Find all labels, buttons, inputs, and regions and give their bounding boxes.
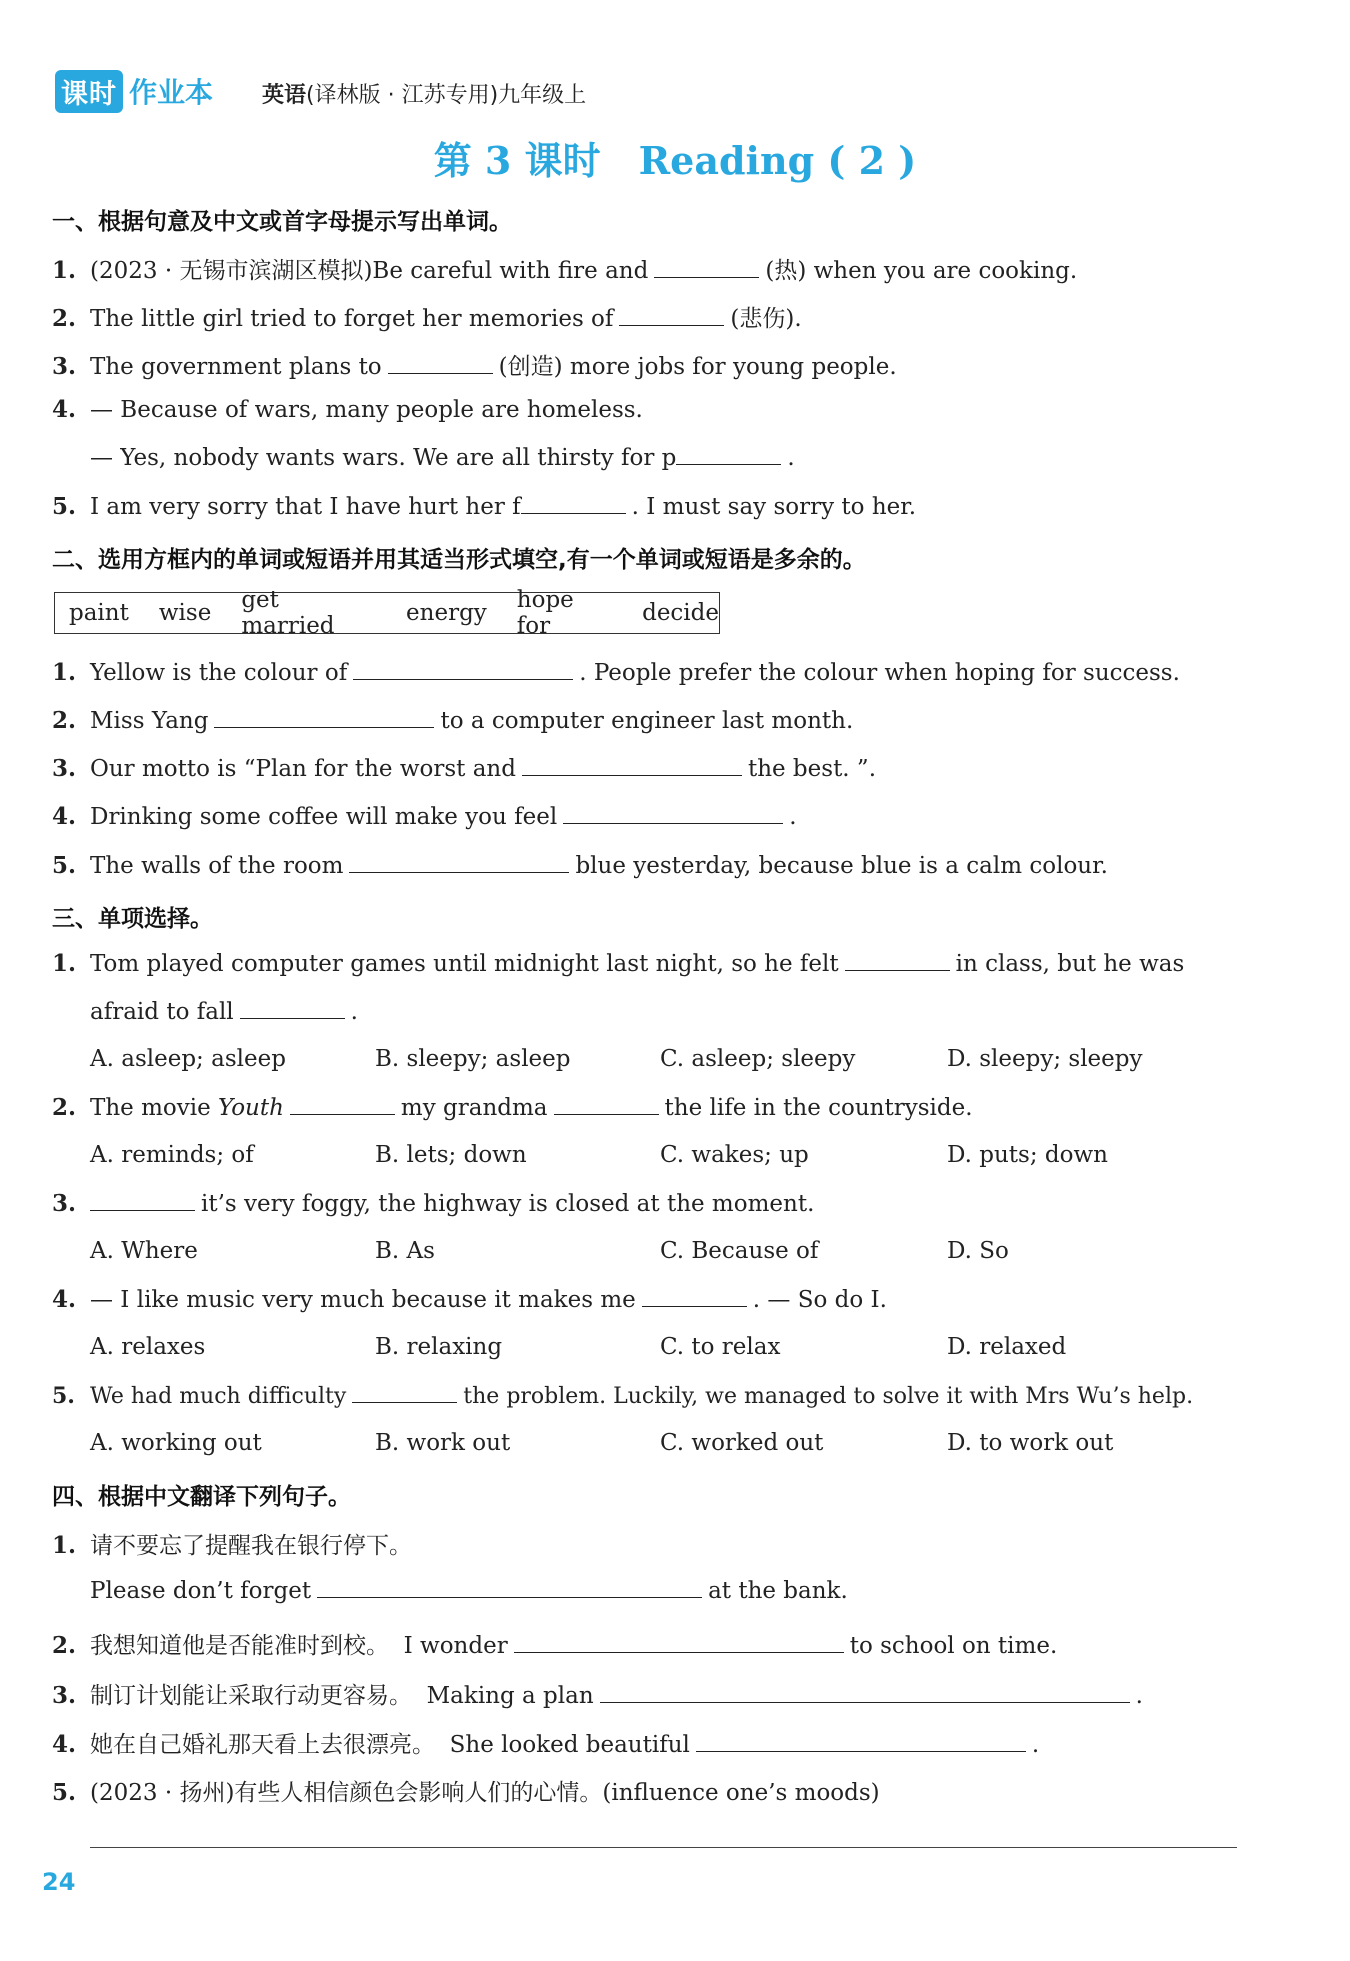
s1-q4-line1: 4. — Because of wars, many people are homeless. <box>52 396 643 423</box>
s4-q2: 2. 我想知道他是否能准时到校。 I wonder to school on time. <box>52 1632 1058 1659</box>
option-d[interactable]: D. sleepy; sleepy <box>947 1046 1143 1072</box>
option-b[interactable]: B. work out <box>375 1430 511 1456</box>
option-b[interactable]: B. As <box>375 1238 435 1264</box>
s3-q2: 2. The movie Youth my grandma the life in the countryside. <box>52 1094 973 1121</box>
option-c[interactable]: C. worked out <box>660 1430 824 1456</box>
s3-q3: 3. it’s very foggy, the highway is closed at the moment. <box>52 1190 815 1217</box>
option-a[interactable]: A. working out <box>90 1430 262 1456</box>
answer-blank[interactable] <box>696 1731 1026 1752</box>
answer-blank[interactable] <box>522 755 742 776</box>
word-bank-item: energy <box>406 600 487 626</box>
s3-q1: 1. Tom played computer games until midnight last night, so he felt in class, but he was <box>52 950 1185 977</box>
section-4-title: 四、根据中文翻译下列句子。 <box>52 1484 351 1510</box>
answer-blank[interactable] <box>600 1682 1130 1703</box>
option-d[interactable]: D. relaxed <box>947 1334 1067 1360</box>
s1-q1: 1. (2023 · 无锡市滨湖区模拟)Be careful with fire and (热) when you are cooking. <box>52 257 1078 284</box>
option-a[interactable]: A. Where <box>90 1238 198 1264</box>
answer-blank[interactable] <box>642 1286 747 1307</box>
option-b[interactable]: B. lets; down <box>375 1142 527 1168</box>
option-c[interactable]: C. to relax <box>660 1334 781 1360</box>
answer-blank[interactable] <box>554 1094 659 1115</box>
answer-blank[interactable] <box>619 305 724 326</box>
answer-blank[interactable] <box>521 493 626 514</box>
answer-blank[interactable] <box>388 353 493 374</box>
answer-blank[interactable] <box>349 852 569 873</box>
s1-q5: 5. I am very sorry that I have hurt her f . I must say sorry to her. <box>52 493 917 520</box>
s3-q1-line2: afraid to fall . <box>90 999 358 1025</box>
s4-q4: 4. 她在自己婚礼那天看上去很漂亮。 She looked beautiful . <box>52 1731 1040 1758</box>
answer-blank[interactable] <box>352 1382 457 1403</box>
s4-q3: 3. 制订计划能让采取行动更容易。 Making a plan . <box>52 1682 1143 1709</box>
s1-q4-line2: — Yes, nobody wants wars. We are all thirsty for p . <box>90 445 795 471</box>
word-bank-item: get married <box>241 587 335 639</box>
logo-box: 课时 <box>55 70 123 113</box>
s2-q4: 4. Drinking some coffee will make you feel . <box>52 803 797 830</box>
option-a[interactable]: A. reminds; of <box>90 1142 254 1168</box>
answer-blank[interactable] <box>240 998 345 1019</box>
subject-name: 英语 <box>262 83 307 108</box>
s4-q5: 5. (2023 · 扬州)有些人相信颜色会影响人们的心情。(influence one’s moods) <box>52 1779 880 1806</box>
s2-q1: 1. Yellow is the colour of . People prefer the colour when hoping for success. <box>52 659 1180 686</box>
answer-blank[interactable] <box>290 1094 395 1115</box>
subject-label <box>262 78 586 109</box>
option-a[interactable]: A. asleep; asleep <box>90 1046 286 1072</box>
option-b[interactable]: B. relaxing <box>375 1334 503 1360</box>
subject-edition: (译林版 · 江苏专用)九年级上 <box>306 83 587 108</box>
logo-text: 作业本 <box>129 76 214 109</box>
answer-blank[interactable] <box>214 707 434 728</box>
word-bank-item: decide <box>642 600 719 626</box>
s1-q2: 2. The little girl tried to forget her memories of (悲伤). <box>52 305 802 332</box>
page-number: 24 <box>42 1868 76 1896</box>
s3-q5: 5. We had much difficulty the problem. Luckily, we managed to solve it with Mrs Wu’s help. <box>52 1383 1194 1409</box>
answer-blank[interactable] <box>654 257 759 278</box>
s4-q1-cn: 1. 请不要忘了提醒我在银行停下。 <box>52 1532 412 1559</box>
option-b[interactable]: B. sleepy; asleep <box>375 1046 571 1072</box>
option-c[interactable]: C. wakes; up <box>660 1142 809 1168</box>
option-c[interactable]: C. asleep; sleepy <box>660 1046 856 1072</box>
brand-logo <box>55 72 213 110</box>
s1-q3: 3. The government plans to (创造) more jobs for young people. <box>52 353 897 380</box>
answer-blank[interactable] <box>676 444 781 465</box>
answer-blank[interactable] <box>845 950 950 971</box>
answer-blank[interactable] <box>353 659 573 680</box>
section-3-title: 三、单项选择。 <box>52 906 213 932</box>
answer-line[interactable] <box>90 1847 1237 1848</box>
lesson-title: 第 3 课时 Reading ( 2 ) <box>433 138 917 183</box>
option-c[interactable]: C. Because of <box>660 1238 819 1264</box>
option-d[interactable]: D. to work out <box>947 1430 1114 1456</box>
answer-blank[interactable] <box>317 1577 702 1598</box>
word-bank-item: wise <box>158 600 212 626</box>
s3-q4: 4. — I like music very much because it makes me . — So do I. <box>52 1286 887 1313</box>
option-d[interactable]: D. puts; down <box>947 1142 1108 1168</box>
section-2-title: 二、选用方框内的单词或短语并用其适当形式填空,有一个单词或短语是多余的。 <box>52 547 866 573</box>
s4-q1-en: Please don’t forget at the bank. <box>90 1578 848 1604</box>
s2-q5: 5. The walls of the room blue yesterday, because blue is a calm colour. <box>52 852 1108 879</box>
answer-blank[interactable] <box>90 1190 195 1211</box>
s2-q2: 2. Miss Yang to a computer engineer last month. <box>52 707 854 734</box>
word-bank-item: hope for <box>516 587 574 639</box>
option-d[interactable]: D. So <box>947 1238 1009 1264</box>
word-bank-item: paint <box>69 600 129 626</box>
option-a[interactable]: A. relaxes <box>90 1334 206 1360</box>
s2-q3: 3. Our motto is “Plan for the worst and the best. ”. <box>52 755 877 782</box>
word-bank-box <box>54 587 720 639</box>
section-1-title: 一、根据句意及中文或首字母提示写出单词。 <box>52 209 512 235</box>
answer-blank[interactable] <box>563 803 783 824</box>
answer-blank[interactable] <box>514 1632 844 1653</box>
